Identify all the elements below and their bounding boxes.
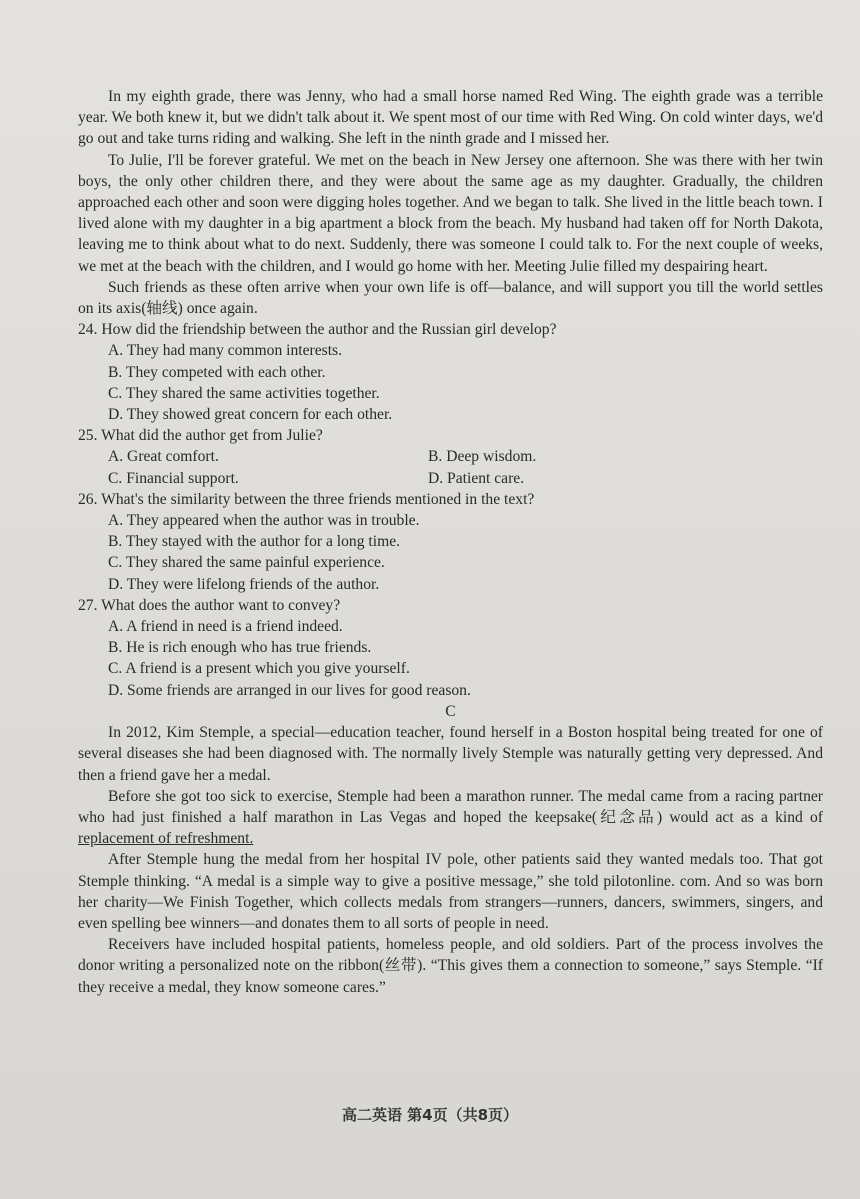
page-content: [78, 86, 823, 998]
question-25-options-row-2: [108, 468, 823, 489]
question-25-options-row-1: [108, 446, 823, 467]
question-24-option-c: C. They shared the same activities together.: [108, 384, 380, 402]
passage-c-paragraph-3: After Stemple hung the medal from her hospital IV pole, other patients said they wanted medals too. That got Stemple thinking. “A medal is a simple way to give a positive message,” she told pilotonline. com. And so was born her charity—We Finish Together, which collects medals from strangers—runners, dancers, swimmers, singers, and even spelling bee winners—and donates them to all sorts of people in need.: [78, 851, 823, 932]
passage-b-paragraph-2: To Julie, I'll be forever grateful. We met on the beach in New Jersey one afternoon. She was there with her twin boys, the only other children there, and they were about the same age as my daughter. Gradually, the children approached each other and soon were digging holes together. And we began to talk. She lived in the little beach town. I lived alone with my daughter in a big apartment a block from the beach. My husband had taken off for North Dakota, leaving me to think about what to do next. Suddenly, there was someone I could talk to. For the next couple of weeks, we met at the beach with the children, and I would go home with her. Meeting Julie filled my despairing heart.: [78, 151, 823, 275]
question-26: [78, 489, 823, 595]
question-27-option-d: D. Some friends are arranged in our lives for good reason.: [108, 681, 471, 699]
underlined-phrase: replacement of refreshment.: [78, 830, 254, 848]
question-26-stem: 26. What's the similarity between the three friends mentioned in the text?: [78, 490, 535, 508]
question-25-stem: 25. What did the author get from Julie?: [78, 427, 323, 445]
passage-c-paragraph-2-text: Before she got too sick to exercise, Stemple had been a marathon runner. The medal came from a racing partner who had just finished a half marathon in Las Vegas and hoped the keepsake(纪念品) would act as a kind of: [78, 787, 823, 826]
page-footer: 高二英语 第4页（共8页）: [341, 1106, 519, 1124]
question-27-option-c: C. A friend is a present which you give yourself.: [108, 660, 410, 678]
passage-b-paragraph-1: In my eighth grade, there was Jenny, who had a small horse named Red Wing. The eighth grade was a terrible year. We both knew it, but we didn't talk about it. We spent most of our time with Red Wing. On cold winter days, we'd go out and take turns riding and walking. She left in the ninth grade and I missed her.: [78, 88, 823, 148]
question-24: [78, 319, 823, 425]
question-24-option-a: A. They had many common interests.: [108, 342, 343, 360]
question-25-option-a: A. Great comfort.: [108, 448, 219, 466]
question-24-option-d: D. They showed great concern for each other.: [108, 406, 393, 424]
passage-c-paragraph-2: [78, 786, 823, 850]
passage-c-paragraph-4: Receivers have included hospital patients, homeless people, and old soldiers. Part of the process involves the donor writing a personalized note on the ribbon(丝带). “This gives them a connection to someone,” says Stemple. “If they receive a medal, they know someone cares.”: [78, 936, 823, 996]
question-26-option-a: A. They appeared when the author was in trouble.: [108, 512, 420, 530]
question-26-option-c: C. They shared the same painful experience.: [108, 554, 385, 572]
question-27-option-b: B. He is rich enough who has true friends.: [108, 639, 372, 657]
question-24-stem: 24. How did the friendship between the author and the Russian girl develop?: [78, 321, 557, 339]
passage-c-heading: C: [445, 702, 456, 720]
question-27-option-a: A. A friend in need is a friend indeed.: [108, 618, 343, 636]
question-26-option-d: D. They were lifelong friends of the author.: [108, 575, 380, 593]
question-25-option-d: D. Patient care.: [428, 469, 525, 487]
question-26-option-b: B. They stayed with the author for a long time.: [108, 533, 401, 551]
question-25: [78, 425, 823, 489]
question-25-option-b: B. Deep wisdom.: [428, 448, 537, 466]
question-27: [78, 595, 823, 701]
question-27-stem: 27. What does the author want to convey?: [78, 596, 341, 614]
passage-b-paragraph-3: Such friends as these often arrive when your own life is off—balance, and will support you till the world settles on its axis(轴线) once again.: [78, 278, 823, 318]
passage-c-paragraph-1: In 2012, Kim Stemple, a special—education teacher, found herself in a Boston hospital being treated for one of several diseases she had been diagnosed with. The normally lively Stemple was naturally getting very depressed. And then a friend gave her a medal.: [78, 724, 823, 784]
question-25-option-c: C. Financial support.: [108, 469, 239, 487]
question-24-option-b: B. They competed with each other.: [108, 363, 326, 381]
